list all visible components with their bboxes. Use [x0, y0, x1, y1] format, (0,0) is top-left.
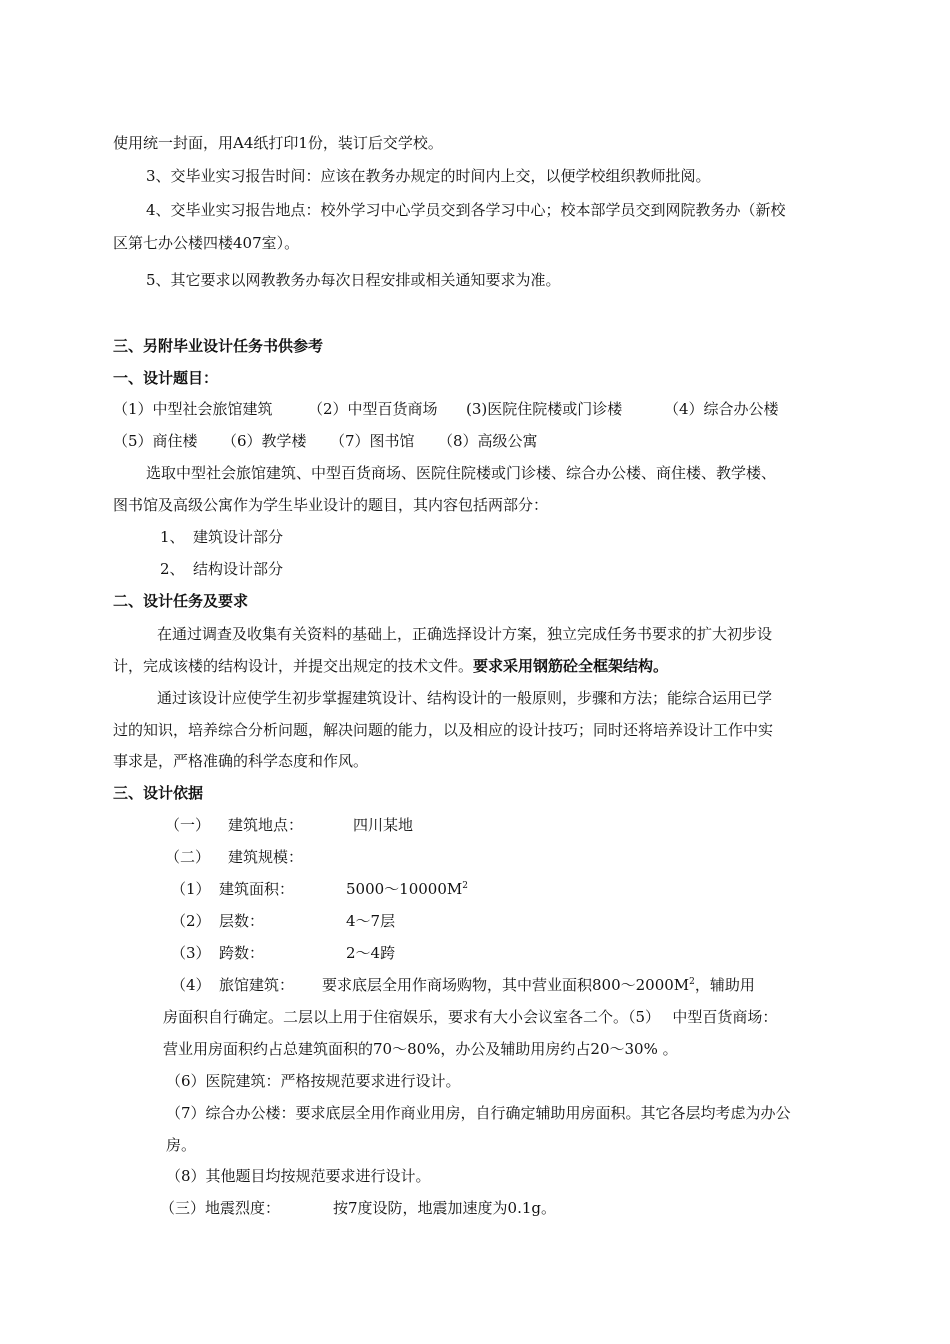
scale-number: （3）	[171, 944, 211, 962]
goal-paragraph-line-3: 事求是，严格准确的科学态度和作风。	[113, 752, 369, 770]
goal-paragraph-line-2: 过的知识，培养综合分析问题，解决问题的能力，以及相应的设计技巧；同时还将培养设计工作中实	[113, 721, 774, 739]
scale-label: 跨数：	[219, 944, 265, 962]
submit-time-line: 3、交毕业实习报告时间：应该在教务办规定的时间内上交，以便学校组织教师批阅。	[146, 167, 711, 185]
part-label: 建筑设计部分	[193, 528, 284, 546]
scale-label: 建筑面积：	[219, 880, 295, 898]
mall-requirement-line: 营业用房面积约占总建筑面积的70～80%，办公及辅助用房约占20～30% 。	[163, 1040, 678, 1058]
topic-paragraph-line-2: 图书馆及高级公寓作为学生毕业设计的题目，其内容包括两部分：	[113, 496, 549, 514]
scale-label: 层数：	[219, 912, 265, 930]
appendix-heading: 三、另附毕业设计任务书供参考	[113, 337, 324, 355]
seismic-value: 按7度设防，地震加速度为0.1g。	[333, 1199, 557, 1217]
topic-item: （6）教学楼	[222, 432, 307, 450]
goal-paragraph-line-1: 通过该设计应使学生初步掌握建筑设计、结构设计的一般原则，步骤和方法；能综合运用已学	[157, 689, 773, 707]
part-number: 1、	[160, 528, 185, 546]
topic-item: (3)医院住院楼或门诊楼	[466, 400, 623, 418]
basis-label: 建筑地点：	[228, 816, 304, 834]
scale-number: （4）	[171, 976, 211, 994]
topic-item: （7）图书馆	[330, 432, 415, 450]
task-paragraph-line-1: 在通过调查及收集有关资料的基础上，正确选择设计方案，独立完成任务书要求的扩大初步设	[157, 625, 773, 643]
part-number: 2、	[160, 560, 185, 578]
hotel-superscript: 2	[689, 977, 695, 987]
task-paragraph-line-2	[113, 656, 668, 676]
topic-item: （8）高级公寓	[438, 432, 538, 450]
other-topics-line: （8）其他题目均按规范要求进行设计。	[166, 1167, 431, 1185]
scale-label: 旅馆建筑：	[219, 976, 295, 994]
basis-number: （二）	[165, 848, 211, 866]
other-requirements-line: 5、其它要求以网教教务办每次日程安排或相关通知要求为准。	[146, 271, 561, 289]
area-superscript: 2	[462, 881, 468, 891]
topic-item: （1）中型社会旅馆建筑	[113, 400, 273, 418]
part-label: 结构设计部分	[193, 560, 284, 578]
design-topic-heading: 一、设计题目：	[113, 369, 219, 387]
task-heading: 二、设计任务及要求	[113, 592, 249, 610]
scale-number: （2）	[171, 912, 211, 930]
scale-number: （1）	[171, 880, 211, 898]
hospital-requirement-line: （6）医院建筑：严格按规范要求进行设计。	[166, 1072, 461, 1090]
topic-item: （5）商住楼	[113, 432, 198, 450]
task-paragraph-text: 计，完成该楼的结构设计，并提交出规定的技术文件。	[113, 657, 474, 675]
office-requirement-line-1: （7）综合办公楼：要求底层全用作商业用房，自行确定辅助用房面积。其它各层均考虑为办公	[166, 1104, 791, 1122]
hotel-text: 要求底层全用作商场购物，其中营业面积800～2000M	[322, 976, 690, 994]
basis-number: （一）	[165, 816, 211, 834]
basis-value: 四川某地	[353, 816, 414, 834]
basis-heading: 三、设计依据	[113, 784, 204, 802]
scale-value: 4～7层	[346, 912, 396, 930]
seismic-label: （三）地震烈度：	[160, 1199, 281, 1217]
submit-location-line-2: 区第七办公楼四楼407室）。	[113, 234, 300, 252]
basis-label: 建筑规模：	[228, 848, 304, 866]
topic-paragraph-line-1: 选取中型社会旅馆建筑、中型百货商场、医院住院楼或门诊楼、综合办公楼、商住楼、教学楼、	[146, 464, 777, 482]
submit-location-line-1: 4、交毕业实习报告地点：校外学习中心学员交到各学习中心；校本部学员交到网院教务办（新校	[146, 201, 786, 219]
area-value: 5000～10000M	[346, 880, 463, 898]
hotel-requirement-line-2: 房面积自行确定。二层以上用于住宿娱乐，要求有大小会议室各二个。（5） 中型百货商场：	[163, 1008, 778, 1026]
topic-item: （2）中型百货商场	[308, 400, 438, 418]
scale-value: 2～4跨	[346, 944, 396, 962]
topic-item: （4）综合办公楼	[664, 400, 779, 418]
scale-value	[346, 879, 468, 899]
cover-requirement-line: 使用统一封面，用A4纸打印1份，装订后交学校。	[113, 134, 443, 152]
office-requirement-line-2: 房。	[166, 1136, 197, 1154]
hotel-requirement-line-1	[322, 975, 755, 995]
hotel-text-tail: ，辅助用	[694, 976, 755, 994]
structure-requirement-emphasis: 要求采用钢筋砼全框架结构。	[473, 657, 669, 675]
